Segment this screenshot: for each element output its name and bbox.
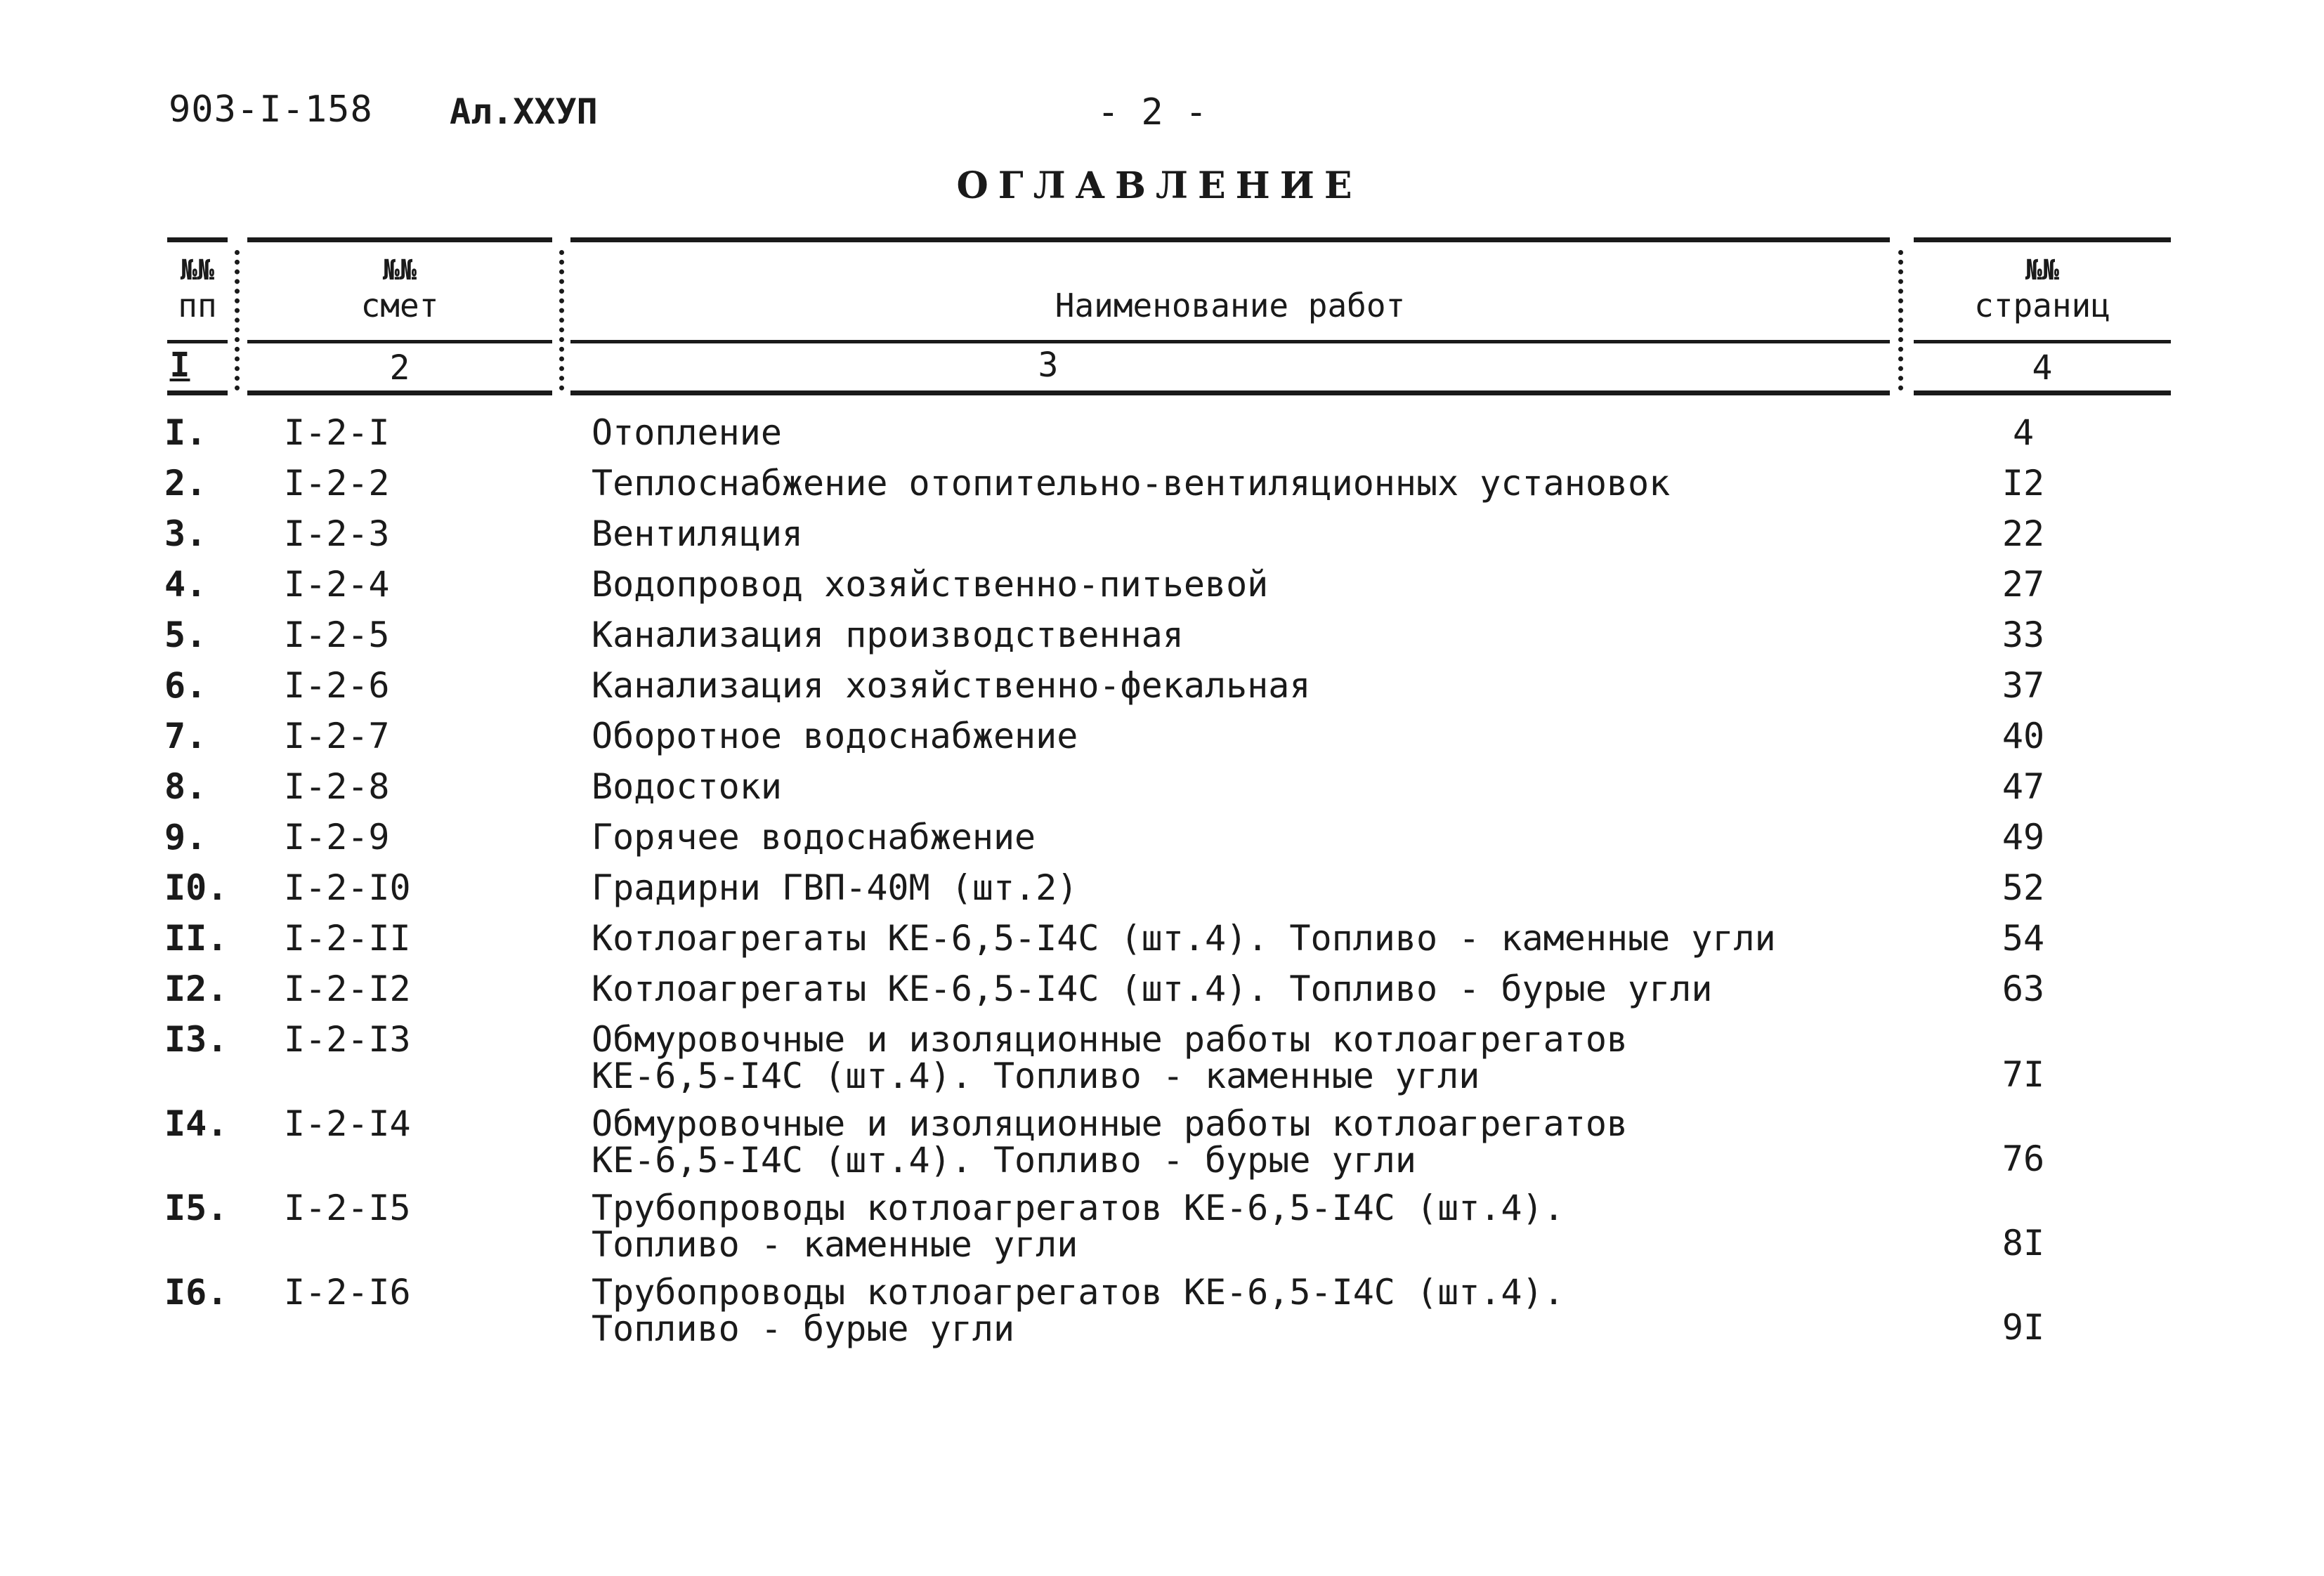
estimate-code: I-2-2 — [284, 463, 390, 504]
column-separator — [1898, 250, 1903, 390]
work-name: Канализация хозяйственно-фекальная — [592, 665, 1311, 706]
header-mark: №№ — [382, 254, 417, 287]
header-label: пп — [178, 287, 217, 324]
work-name: Водопровод хозяйственно-питьевой — [592, 564, 1269, 605]
header-bottom-rule — [570, 390, 1890, 395]
table-row — [0, 1105, 2324, 1190]
work-name: Котлоагрегаты КЕ-6,5-I4С (шт.4). Топливо - каменные угли — [592, 918, 1776, 959]
work-name: Отопление — [592, 412, 782, 453]
work-name: Канализация производственная — [592, 615, 1184, 655]
page-ref: 49 — [2002, 817, 2045, 858]
estimate-code: I-2-3 — [284, 513, 390, 554]
table-row — [0, 667, 2324, 718]
header-top-rule — [1914, 237, 2171, 242]
work-name: Котлоагрегаты КЕ-6,5-I4С (шт.4). Топливо - бурые угли — [592, 968, 1713, 1009]
document-code: 903-I-158 — [169, 88, 373, 131]
work-name: Оборотное водоснабжение — [592, 716, 1078, 756]
column-number: I — [169, 346, 190, 385]
row-number: 8. — [164, 766, 207, 807]
estimate-code: I-2-I3 — [284, 1019, 411, 1060]
header-label: страниц — [1974, 287, 2110, 324]
table-row — [0, 513, 2324, 566]
row-number: I0. — [164, 867, 228, 908]
work-name: Обмуровочные и изоляционные работы котлоагрегатов КЕ-6,5-I4С (шт.4). Топливо - каменные угли — [592, 1019, 1628, 1096]
header-label: Наименование работ — [1055, 287, 1406, 324]
column-number: 2 — [389, 348, 410, 388]
column-number: 3 — [1038, 346, 1059, 385]
header-mid-rule — [247, 340, 552, 343]
page-ref: 33 — [2002, 615, 2045, 655]
estimate-code: I-2-5 — [284, 615, 390, 655]
estimate-code: I-2-I5 — [284, 1188, 411, 1228]
header-mid-rule — [1914, 340, 2171, 343]
page-ref: 47 — [2002, 766, 2045, 807]
page-ref: 52 — [2002, 867, 2045, 908]
row-number: 5. — [164, 615, 207, 655]
work-name: Горячее водоснабжение — [592, 817, 1036, 858]
page-ref: 4 — [2012, 412, 2035, 453]
row-number: 6. — [164, 665, 207, 706]
work-name: Трубопроводы котлоагрегатов КЕ-6,5-I4С (шт.4). Топливо - каменные угли — [592, 1188, 1565, 1265]
header-mark: №№ — [180, 254, 215, 287]
work-name: Теплоснабжение отопительно-вентиляционных установок — [592, 463, 1671, 504]
estimate-code: I-2-I6 — [284, 1272, 411, 1313]
row-number: I6. — [164, 1272, 228, 1313]
table-row — [0, 465, 2324, 516]
page-ref: 7I — [2002, 1054, 2045, 1095]
estimate-code: I-2-9 — [284, 817, 390, 858]
page-ref: 37 — [2002, 665, 2045, 706]
column-header-pp — [159, 253, 236, 323]
page-ref: 8I — [2002, 1223, 2045, 1263]
page-ref: 63 — [2002, 968, 2045, 1009]
column-number: 4 — [2032, 348, 2053, 388]
page-ref: 76 — [2002, 1138, 2045, 1179]
estimate-code: I-2-I0 — [284, 867, 411, 908]
work-name: Трубопроводы котлоагрегатов КЕ-6,5-I4С (шт.4). Топливо - бурые угли — [592, 1272, 1565, 1349]
header-bottom-rule — [167, 390, 228, 395]
table-row — [0, 414, 2324, 465]
row-number: 7. — [164, 716, 207, 756]
estimate-code: I-2-7 — [284, 716, 390, 756]
header-bottom-rule — [1914, 390, 2171, 395]
table-row — [0, 718, 2324, 768]
column-header-pages — [1914, 253, 2171, 323]
page-ref: 27 — [2002, 564, 2045, 605]
work-name: Вентиляция — [592, 513, 804, 554]
column-separator — [559, 250, 564, 390]
header-top-rule — [570, 237, 1890, 242]
estimate-code: I-2-8 — [284, 766, 390, 807]
table-row — [0, 920, 2324, 971]
table-row — [0, 968, 2324, 1021]
table-row — [0, 1274, 2324, 1358]
page-ref: 40 — [2002, 716, 2045, 756]
table-body — [0, 414, 2324, 1358]
page-ref: 54 — [2002, 918, 2045, 959]
table-row — [0, 819, 2324, 869]
table-row — [0, 566, 2324, 617]
page-title: ОГЛАВЛЕНИЕ — [956, 164, 1362, 207]
work-name: Градирни ГВП-40М (шт.2) — [592, 867, 1078, 908]
page-number: - 2 - — [1097, 91, 1208, 133]
estimate-code: I-2-6 — [284, 665, 390, 706]
page-ref: 22 — [2002, 513, 2045, 554]
row-number: 2. — [164, 463, 207, 504]
row-number: I4. — [164, 1103, 228, 1144]
estimate-code: I-2-I4 — [284, 1103, 411, 1144]
estimate-code: I-2-II — [284, 918, 411, 959]
estimate-code: I-2-I2 — [284, 968, 411, 1009]
header-top-rule — [167, 237, 228, 242]
row-number: I5. — [164, 1188, 228, 1228]
header-label: смет — [360, 287, 439, 324]
page-ref: 9I — [2002, 1307, 2045, 1348]
row-number: I3. — [164, 1019, 228, 1060]
row-number: 9. — [164, 817, 207, 858]
header-top-rule — [247, 237, 552, 242]
work-name: Водостоки — [592, 766, 782, 807]
header-mid-rule — [167, 340, 228, 343]
table-row — [0, 617, 2324, 667]
column-header-smet — [247, 253, 552, 323]
header-mark: №№ — [2025, 254, 2060, 287]
row-number: I. — [164, 412, 207, 453]
table-row — [0, 869, 2324, 920]
row-number: 4. — [164, 564, 207, 605]
header-mid-rule — [570, 340, 1890, 343]
table-row — [0, 1190, 2324, 1274]
album-number: Ал.ХХУП — [450, 91, 598, 132]
header-bottom-rule — [247, 390, 552, 395]
row-number: 3. — [164, 513, 207, 554]
estimate-code: I-2-4 — [284, 564, 390, 605]
column-header-name — [570, 288, 1890, 323]
table-row — [0, 768, 2324, 819]
estimate-code: I-2-I — [284, 412, 390, 453]
work-name: Обмуровочные и изоляционные работы котлоагрегатов КЕ-6,5-I4С (шт.4). Топливо - бурые угли — [592, 1103, 1628, 1181]
page-ref: I2 — [2002, 463, 2045, 504]
row-number: I2. — [164, 968, 228, 1009]
row-number: II. — [164, 918, 228, 959]
table-row — [0, 1021, 2324, 1105]
